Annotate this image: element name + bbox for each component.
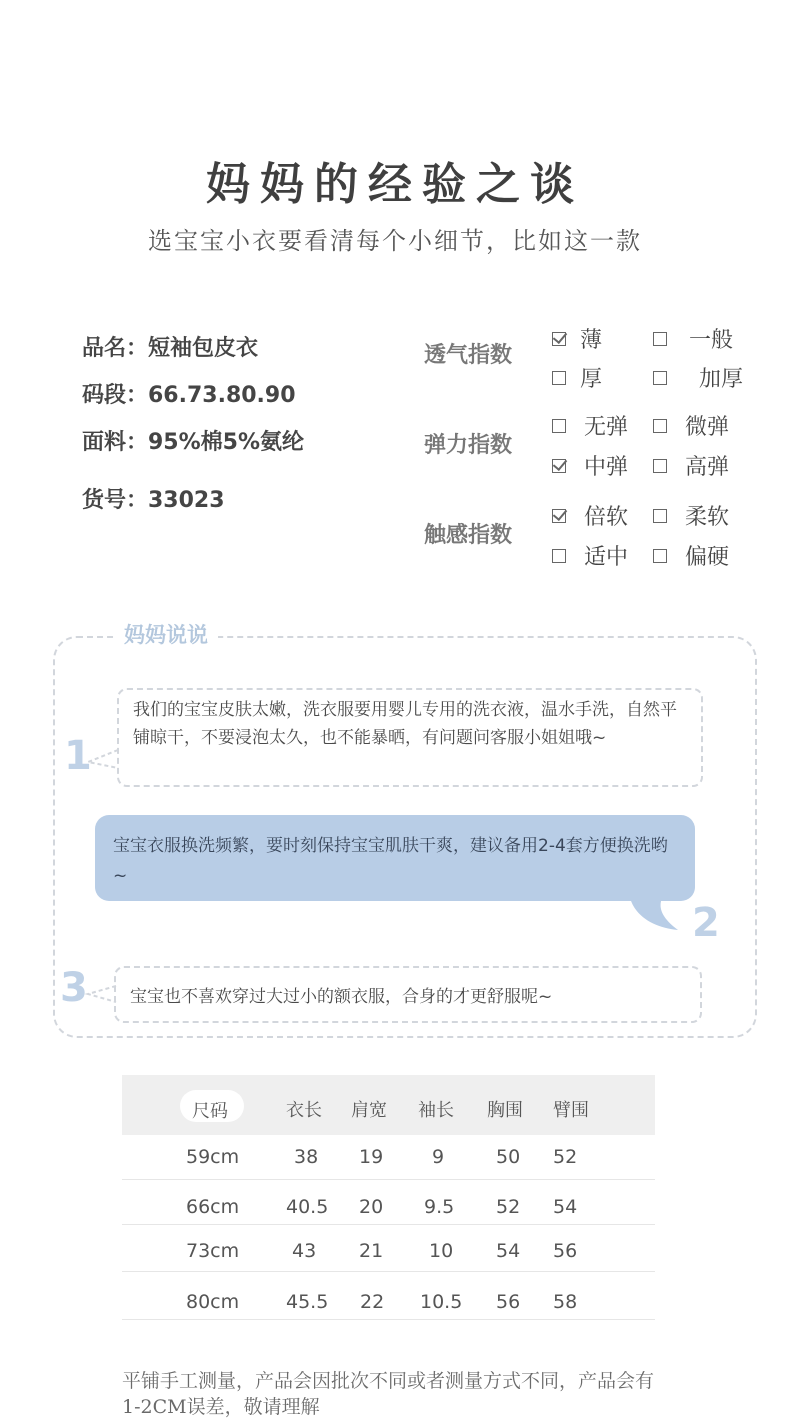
tip-bubble-1: 我们的宝宝皮肤太嫩，洗衣服要用婴儿专用的洗衣液，温水手洗，自然平铺晾干，不要浸泡太久，也不能暴晒，有问题问客服小姐姐哦~: [117, 688, 703, 787]
mom-says-title: 妈妈说说: [114, 619, 218, 649]
page-title: 妈妈的经验之谈: [206, 159, 584, 210]
row-divider: [122, 1319, 655, 1320]
header-sleeve: 袖长: [418, 1100, 454, 1121]
table-cell: 43: [292, 1240, 317, 1262]
table-cell: 54: [553, 1196, 578, 1218]
row-divider: [122, 1271, 655, 1272]
checkbox-icon: [653, 459, 667, 473]
table-cell: 56: [553, 1240, 578, 1262]
table-cell: 54: [496, 1240, 521, 1262]
elasticity-label: 弹力指数: [424, 433, 513, 458]
touch-option-soft: 柔软: [653, 500, 729, 531]
breathability-option-thin: 薄: [552, 323, 602, 354]
checkbox-icon: [552, 371, 566, 385]
speech-tail-icon: [622, 898, 682, 934]
checkbox-icon: [653, 371, 667, 385]
table-cell: 50: [496, 1146, 521, 1168]
table-cell: 45.5: [286, 1291, 329, 1313]
breathability-label: 透气指数: [424, 343, 513, 368]
header-shoulder: 肩宽: [351, 1100, 387, 1121]
checkbox-icon: [653, 419, 667, 433]
table-cell: 10: [429, 1240, 454, 1262]
elasticity-option-slight: 微弹: [653, 410, 729, 441]
touch-option-extra-soft: 倍软: [552, 500, 628, 531]
checkbox-checked-icon: [552, 459, 566, 473]
tip-bubble-3: 宝宝也不喜欢穿过大过小的额衣服，合身的才更舒服呢~: [114, 966, 702, 1023]
header-size: 尺码: [192, 1101, 228, 1122]
table-cell: 19: [359, 1146, 384, 1168]
table-cell: 66cm: [186, 1196, 240, 1218]
table-cell: 9.5: [424, 1196, 455, 1218]
row-divider: [122, 1179, 655, 1180]
header-chest: 胸围: [487, 1100, 523, 1121]
table-cell: 22: [360, 1291, 385, 1313]
touch-option-firm: 偏硬: [653, 540, 729, 571]
product-code: 货号：33023: [82, 488, 225, 513]
table-cell: 10.5: [420, 1291, 463, 1313]
tip-number-1: 1: [64, 733, 92, 779]
product-sizes: 码段：66.73.80.90: [82, 383, 296, 408]
table-cell: 9: [432, 1146, 445, 1168]
speech-tail-icon: [84, 984, 118, 1006]
tip-bubble-2: 宝宝衣服换洗频繁，要时刻保持宝宝肌肤干爽，建议备用2-4套方便换洗哟~: [95, 815, 695, 901]
tip-number-3: 3: [60, 965, 88, 1011]
checkbox-checked-icon: [552, 509, 566, 523]
checkbox-icon: [552, 549, 566, 563]
breathability-option-extra-thick: 加厚: [653, 362, 743, 393]
table-cell: 52: [496, 1196, 521, 1218]
checkbox-icon: [653, 509, 667, 523]
table-cell: 73cm: [186, 1240, 240, 1262]
checkbox-checked-icon: [552, 332, 566, 346]
table-cell: 52: [553, 1146, 578, 1168]
page-subtitle: 选宝宝小衣要看清每个小细节，比如这一款: [148, 227, 642, 255]
header-arm: 臂围: [553, 1100, 589, 1121]
table-cell: 58: [553, 1291, 578, 1313]
elasticity-option-none: 无弹: [552, 410, 628, 441]
table-cell: 59cm: [186, 1146, 240, 1168]
measurement-note: 平铺手工测量，产品会因批次不同或者测量方式不同，产品会有1-2CM误差，敬请理解: [122, 1370, 655, 1418]
tip-number-2: 2: [692, 900, 720, 946]
table-cell: 38: [294, 1146, 319, 1168]
product-name: 品名：短袖包皮衣: [82, 336, 259, 361]
checkbox-icon: [653, 549, 667, 563]
table-cell: 21: [359, 1240, 384, 1262]
checkbox-icon: [552, 419, 566, 433]
elasticity-option-high: 高弹: [653, 450, 729, 481]
header-length: 衣长: [286, 1100, 322, 1121]
product-fabric: 面料：95%棉5%氨纶: [82, 430, 305, 455]
touch-option-medium: 适中: [552, 540, 628, 571]
breathability-option-thick: 厚: [552, 362, 602, 393]
checkbox-icon: [653, 332, 667, 346]
table-cell: 56: [496, 1291, 521, 1313]
touch-label: 触感指数: [424, 523, 513, 548]
table-cell: 80cm: [186, 1291, 240, 1313]
table-cell: 20: [359, 1196, 384, 1218]
speech-tail-icon: [84, 748, 120, 772]
row-divider: [122, 1224, 655, 1225]
table-cell: 40.5: [286, 1196, 329, 1218]
elasticity-option-medium: 中弹: [552, 450, 628, 481]
breathability-option-normal: 一般: [653, 323, 733, 354]
